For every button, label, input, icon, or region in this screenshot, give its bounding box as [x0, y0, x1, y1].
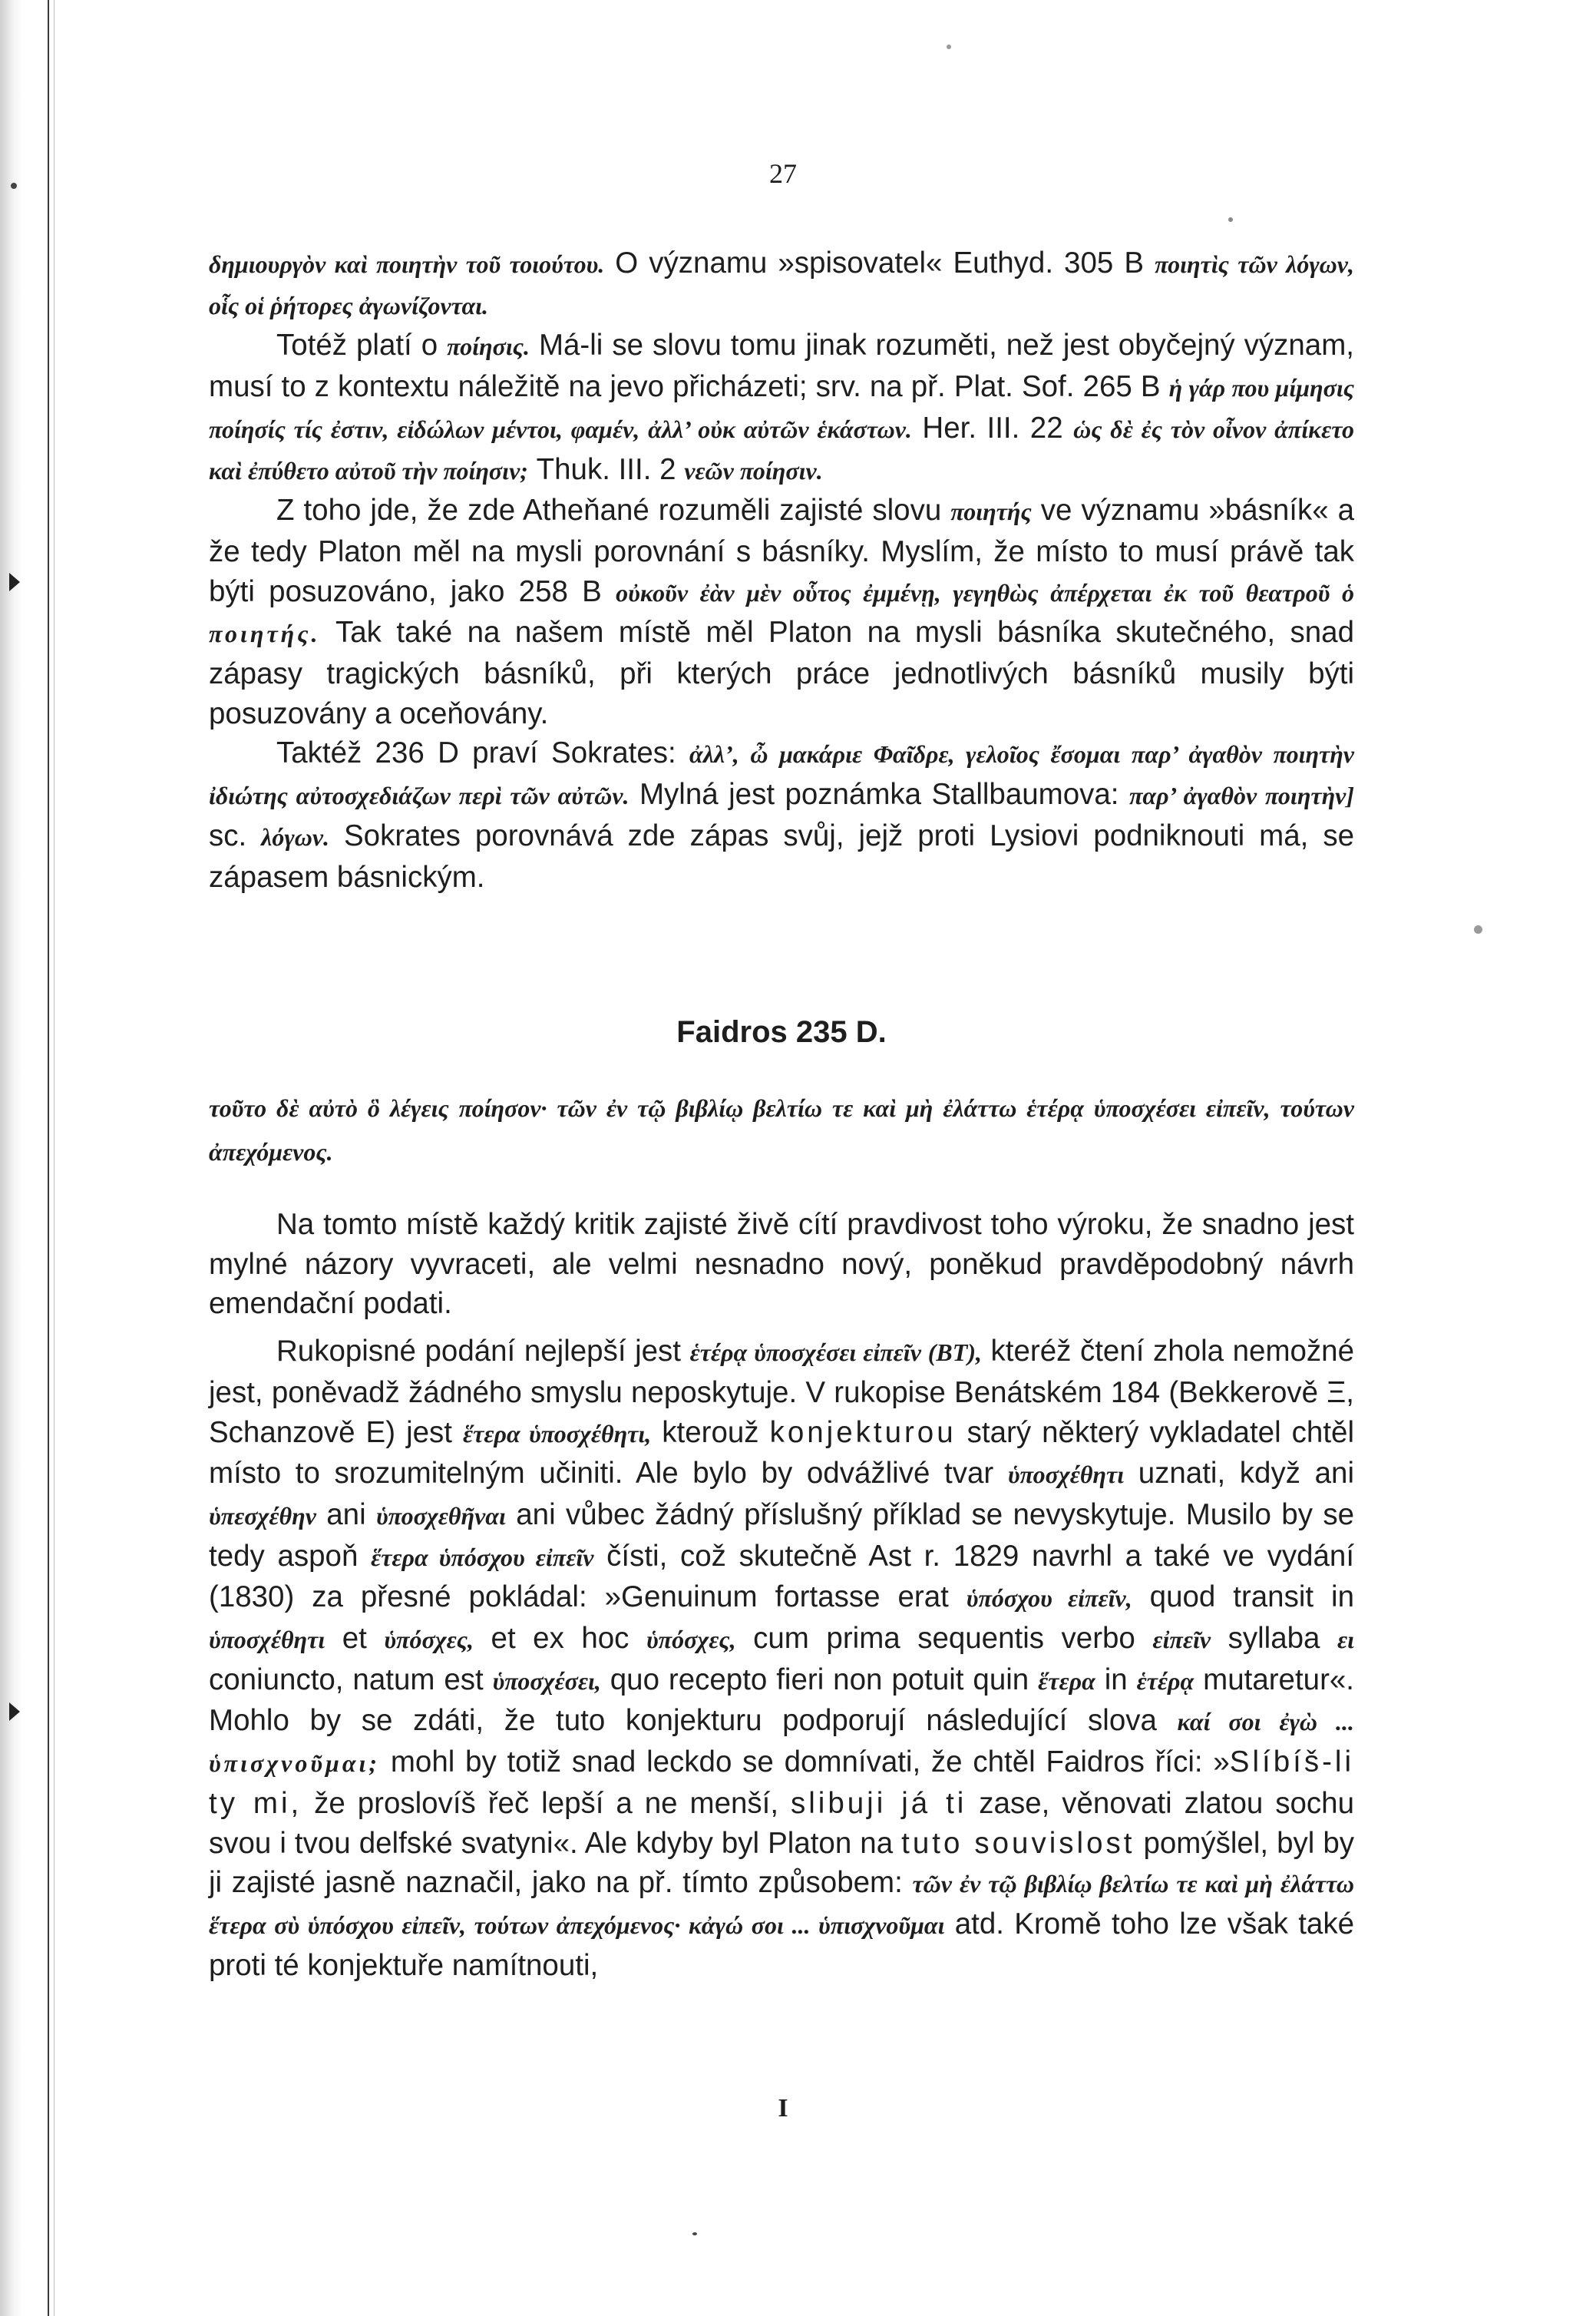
- text-run: Na tomto místě každý kritik zajisté živě cítí pravdivost toho výroku, že snadno jest mylné názory vyvraceti, ale velmi nesnadno nový, poněkud pravděpodobný návrh emendační podati.: [209, 1208, 1354, 1321]
- greek-phrase: ἑτέρᾳ ὑποσχέσει εἰπεῖν (BT),: [689, 1338, 982, 1367]
- scan-speck: [1474, 925, 1482, 934]
- text-run: Taktéž 236 D praví Sokrates:: [276, 736, 689, 770]
- scan-speck: [692, 2232, 697, 2235]
- text-run: že proslovíš řeč lepší a ne menší,: [302, 1786, 791, 1820]
- greek-phrase: παρ’ ἀγαθὸν ποιητὴν]: [1128, 782, 1355, 810]
- paragraph-poiesis: [209, 326, 1354, 491]
- text-run-spaced: Slíbíš-li ty mi,: [209, 1745, 1354, 1820]
- text-run: ani vůbec žádný příslušný příklad se nevyskytuje. Musilo by se tedy aspoň: [209, 1497, 1354, 1573]
- binding-arrow-mark: [9, 573, 20, 591]
- greek-phrase: ει: [1337, 1626, 1354, 1654]
- text-run: coniuncto, natum est: [209, 1663, 493, 1696]
- paragraph-kritik: [209, 1205, 1354, 1324]
- text-run: Her. III. 22: [911, 411, 1074, 445]
- text-run: Sokrates porovnává zde zápas svůj, jejž proti Lysiovi podniknouti má, se zápasem básnickým.: [209, 819, 1354, 894]
- text-run: ve významu »básník« a že tedy Platon měl na mysli porovnání s básníky. Myslím, že místo to musí právě tak býti posuzováno, jako 258 B: [209, 494, 1354, 608]
- section-heading: Faidros 235 D.: [676, 1015, 887, 1049]
- scan-speck: [1228, 217, 1233, 222]
- text-run: Tak také na našem místě měl Platon na mysli básníka skutečného, snad zápasy tragických básníků, při kterých práce jednotlivých básníků musily býti posuzovány a oceňovány.: [209, 616, 1354, 730]
- greek-phrase: ὑπόσχες,: [384, 1626, 474, 1654]
- text-run: Z toho jde, že zde Atheňané rozuměli zajisté slovu: [276, 494, 951, 528]
- text-run: kteréž čtení zhola nemožné jest, poněvadž žádného smyslu neposkytuje. V rukopise Benátském 184 (Bekkerově Ξ, Schanzově E) jest: [209, 1335, 1355, 1449]
- binding-arrow-mark: [9, 1702, 20, 1721]
- text-run: et ex hoc: [474, 1622, 646, 1656]
- greek-phrase: οὐκοῦν ἐὰν μὲν οὗτος ἐμμένῃ, γεγηθὼς ἀπέρχεται ἐκ τοῦ θεατροῦ ὁ: [616, 578, 1354, 607]
- greek-phrase: ἕτερα ὑπόσχου εἰπεῖν: [371, 1543, 594, 1571]
- greek-phrase: ὑπόσχου εἰπεῖν,: [966, 1584, 1132, 1613]
- text-run: Mylná jest poznámka Stallbaumova:: [629, 778, 1129, 812]
- greek-phrase: ὑπεσχέθην: [209, 1501, 316, 1530]
- text-run: čísti, což skutečně Ast r. 1829 navrhl a také ve vydání (1830) za přesné pokládal: »Genuinum fortasse erat: [209, 1539, 1355, 1614]
- greek-phrase: ἕτερα: [1038, 1666, 1095, 1695]
- paragraph-continuation: [209, 243, 1354, 326]
- text-run: ani: [316, 1497, 376, 1531]
- text-run: in: [1095, 1663, 1137, 1696]
- paragraph-rukopisne: [209, 1332, 1354, 1985]
- greek-phrase: νεῶν ποίησιν.: [684, 456, 823, 485]
- greek-phrase: ἀλλ’, ὦ μακάριε Φαῖδρε, γελοῖος ἔσομαι παρ’ ἀγαθὸν ποιητὴν ἰδιώτης αὐτοσχεδιάζων περὶ τῶν αὐτῶν.: [209, 740, 1354, 810]
- greek-phrase: ὑποσχέσει,: [492, 1666, 601, 1695]
- greek-phrase: ὡς δὲ ἐς τὸν οἶνον ἀπίκετο καὶ ἐπύθετο αὐτοῦ τὴν ποίησιν;: [209, 415, 1354, 485]
- text-run-spaced: konjekturou: [769, 1415, 957, 1449]
- greek-phrase: ὑποσχέθητι: [209, 1626, 325, 1654]
- scan-speck: [11, 183, 17, 189]
- text-run: syllaba: [1211, 1622, 1337, 1656]
- paragraph-athenians: [209, 491, 1354, 733]
- quoted-greek-passage: [209, 1087, 1354, 1174]
- greek-phrase: ἕτερα ὑποσχέθητι,: [463, 1419, 652, 1448]
- text-run: Má-li se slovu tomu jinak rozuměti, než jest obyčejný význam, musí to z kontextu náležitě na jevo přicházeti; srv. na př. Plat. Sof. 265 B: [209, 329, 1354, 404]
- text-run-spaced: tuto souvislost: [901, 1826, 1135, 1860]
- greek-quote: τοῦτο δὲ αὐτὸ ὃ λέγεις ποίησον· τῶν ἐν τῷ βιβλίῳ βελτίω τε καὶ μὴ ἐλάττω ἑτέρᾳ ὑποσχέσει εἰπεῖν, τούτων ἀπεχόμενος.: [209, 1094, 1354, 1166]
- text-run: mutaretur«. Mohlo by se zdáti, že tuto konjekturu podporují následující slova: [209, 1663, 1354, 1738]
- signature-mark: I: [778, 2094, 788, 2122]
- text-run: atd. Kromě toho lze však také proti té konjektuře namítnouti,: [209, 1907, 1354, 1982]
- text-run: et: [325, 1622, 385, 1656]
- text-run: Totéž platí o: [276, 329, 448, 362]
- text-run: Rukopisné podání nejlepší jest: [276, 1335, 690, 1368]
- page-edge-line: [48, 0, 49, 2316]
- greek-phrase: ἑτέρᾳ: [1136, 1666, 1195, 1695]
- text-run: zase, věnovati zlatou sochu svou i tvou delfské svatyni«. Ale kdyby byl Platon na: [209, 1786, 1354, 1860]
- greek-phrase: δημιουργὸν καὶ ποιητὴν τοῦ τοιούτου.: [209, 250, 605, 278]
- text-run: sc.: [209, 819, 262, 852]
- paragraph-sokrates: [209, 733, 1354, 897]
- greek-phrase: ποιητὶς τῶν λόγων, οἷς οἱ ῥήτορες ἀγωνίζονται.: [209, 250, 1355, 319]
- greek-phrase: εἰπεῖν: [1152, 1626, 1211, 1654]
- text-run: quod transit in: [1132, 1580, 1355, 1614]
- text-run: pomýšlel, byl by ji zajisté jasně naznačil, jako na př. tímto způsobem:: [209, 1826, 1355, 1900]
- page-edge-shadow: [0, 0, 23, 2316]
- greek-phrase: τῶν ἐν τῷ βιβλίῳ βελτίω τε καὶ μὴ ἐλάττω ἕτερα σὺ ὑπόσχου εἰπεῖν, τούτων ἀπεχόμενος· κἀγώ σοι ... ὑπισχνοῦμαι: [209, 1870, 1354, 1939]
- text-run: starý některý vykladatel chtěl místo to srozumitelným učiniti. Ale bylo by odvážlivé tvar: [209, 1415, 1354, 1491]
- text-lower: [209, 1205, 1354, 1985]
- greek-phrase: λόγων.: [261, 822, 330, 851]
- greek-phrase-spaced: ποιητής.: [209, 620, 321, 648]
- text-run: mohl by totiž snad leckdo se domnívati, že chtěl Faidros říci: »: [380, 1745, 1230, 1779]
- text-run: O významu »spisovatel« Euthyd. 305 B: [604, 246, 1155, 280]
- scan-speck: [947, 45, 951, 49]
- greek-phrase-spaced: ὑπισχνοῦμαι;: [209, 1749, 381, 1778]
- page-edge-line-faint: [54, 0, 55, 2316]
- text-run-spaced: slibuji já ti: [790, 1786, 967, 1820]
- text-run: kterouž: [651, 1415, 770, 1449]
- greek-phrase: ποιητής: [950, 498, 1032, 526]
- text-upper: [209, 243, 1354, 897]
- page-number: 27: [769, 158, 797, 189]
- text-run: quo recepto fieri non potuit quin: [600, 1663, 1039, 1696]
- greek-phrase: ὑποσχεθῆναι: [375, 1501, 506, 1530]
- greek-phrase: ποίησις.: [447, 333, 530, 361]
- text-run: uznati, když ani: [1124, 1457, 1354, 1491]
- text-run: Thuk. III. 2: [527, 452, 685, 486]
- greek-phrase: ὑποσχέθητι: [1007, 1461, 1125, 1489]
- greek-phrase: καί σοι ἐγὼ ...: [1177, 1708, 1354, 1736]
- greek-phrase: ἡ γάρ που μίμησις ποίησίς τίς ἐστιν, εἰδώλων μέντοι, φαμέν, ἀλλ’ οὐκ αὐτῶν ἑκάστων.: [209, 374, 1355, 443]
- text-run: cum prima sequentis verbo: [735, 1622, 1153, 1656]
- greek-phrase: ὑπόσχες,: [646, 1626, 736, 1654]
